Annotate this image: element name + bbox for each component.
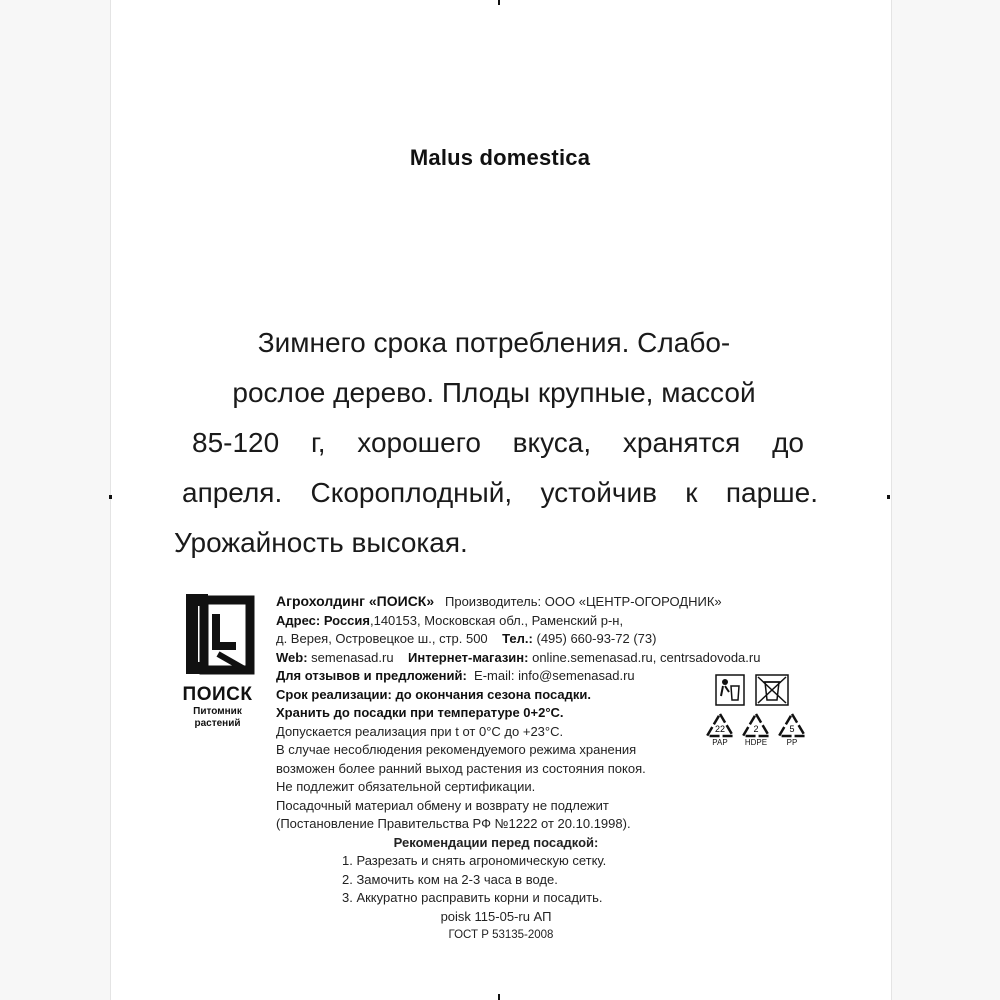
logo-name: ПОИСК <box>182 684 253 705</box>
trash-bin-icon <box>715 674 745 706</box>
return-line-2: (Постановление Правительства РФ №1222 от 20.10.1998). <box>276 816 631 831</box>
description-line-5: Урожайность высокая. <box>174 527 468 558</box>
sale-temp: Допускается реализация при t от 0°С до +23°С. <box>276 723 564 739</box>
company-name: Агрохолдинг «ПОИСК» <box>276 593 435 609</box>
trim-mark-left <box>109 495 112 499</box>
packaging-icons <box>705 674 815 747</box>
recycle-label-pap: PAP <box>712 738 728 747</box>
latin-name: Malus domestica <box>409 145 591 170</box>
certification-note: Не подлежит обязательной сертификации. <box>276 779 536 794</box>
description-line-3: 85-120 г, хорошего вкуса, хранятся до <box>192 427 804 458</box>
web-label: Web: <box>276 649 308 665</box>
shelf-life: Срок реализации: до окончания сезона посадки. <box>276 686 592 702</box>
producer-info <box>276 592 836 945</box>
recycle-label-hdpe: HDPE <box>744 738 768 747</box>
recycle-label-pp: PP <box>786 738 798 747</box>
description-line-2: рослое дерево. Плоды крупные, массой <box>232 377 756 408</box>
recycle-num-pap: 22 <box>714 724 726 734</box>
warning-line-1: В случае несоблюдения рекомендуемого режима хранения <box>276 742 637 757</box>
recycle-num-hdpe: 2 <box>753 724 759 734</box>
no-litter-icon <box>755 674 789 706</box>
address-country: Россия <box>323 612 370 628</box>
step-1: 1. Разрезать и снять агрономическую сетку. <box>342 853 607 868</box>
poisk-logo-icon <box>178 590 258 678</box>
planting-steps <box>342 852 836 908</box>
brand-logo <box>170 590 265 730</box>
trim-mark-bottom <box>498 994 500 1000</box>
feedback-label: Для отзывов и предложений: <box>276 668 467 683</box>
recycle-pap <box>705 712 735 747</box>
recycle-icon <box>705 712 735 738</box>
shop-value[interactable]: online.semenasad.ru, centrsadovoda.ru <box>532 649 761 665</box>
variety-description <box>174 318 818 568</box>
recycle-icon <box>741 712 771 738</box>
recycle-hdpe <box>741 712 771 747</box>
shop-label: Интернет-магазин: <box>408 649 529 665</box>
trim-mark-top <box>498 0 500 5</box>
recommendations-title: Рекомендации перед посадкой: <box>393 834 599 850</box>
logo-sub-2: растений <box>194 718 241 729</box>
step-2: 2. Замочить ком на 2-3 часа в воде. <box>342 871 558 887</box>
logo-sub-1: Питомник <box>193 706 242 717</box>
product-code: poisk 115-05-ru АП <box>440 908 552 924</box>
address-rest: ,140153, Московская обл., Раменский р-н, <box>369 612 624 628</box>
tel-label: Тел.: <box>502 631 533 646</box>
return-line-1: Посадочный материал обмену и возврату не подлежит <box>276 797 609 813</box>
trim-mark-right <box>887 495 890 499</box>
description-line-4: апреля. Скороплодный, устойчив к парше. <box>182 477 818 508</box>
description-line-1: Зимнего срока потребления. Слабо- <box>257 327 731 358</box>
step-3: 3. Аккуратно расправить корни и посадить. <box>342 890 603 905</box>
recycle-icon <box>777 712 807 738</box>
recycle-num-pp: 5 <box>789 724 795 734</box>
address-label: Адрес: <box>276 612 321 628</box>
gost-standard: ГОСТ Р 53135-2008 <box>448 929 554 941</box>
storage-temp: Хранить до посадки при температуре 0+2°С. <box>276 705 564 720</box>
feedback-email[interactable]: E-mail: info@semenasad.ru <box>474 668 635 683</box>
recycle-pp <box>777 712 807 747</box>
tel-value: (495) 660-93-72 (73) <box>536 631 657 646</box>
web-value[interactable]: semenasad.ru <box>311 649 394 665</box>
warning-line-2: возможен более ранний выход растения из состояния покоя. <box>276 760 646 776</box>
address-line-2: д. Верея, Островецкое ш., стр. 500 <box>276 631 488 646</box>
producer: Производитель: ООО «ЦЕНТР-ОГОРОДНИК» <box>445 594 722 609</box>
